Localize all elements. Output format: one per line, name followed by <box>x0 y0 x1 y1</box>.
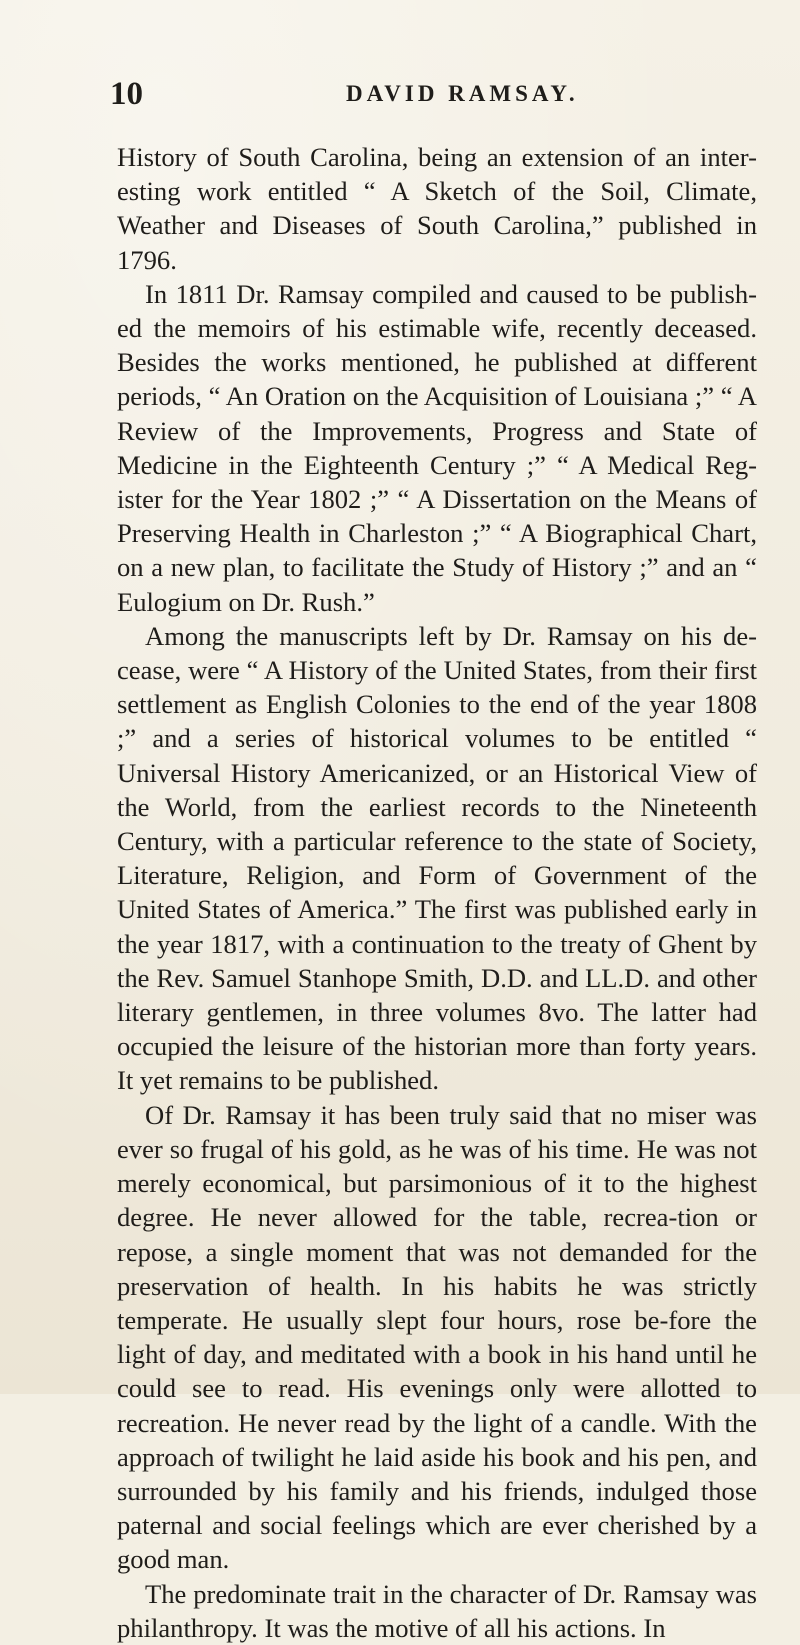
running-head <box>108 74 768 114</box>
body-text <box>117 140 757 1645</box>
running-title: DAVID RAMSAY. <box>346 81 579 106</box>
paragraph-manuscripts: Among the manuscripts left by Dr. Ramsay on his de-cease, were “ A History of the United States, from their first settlement as English Colonies to the end of the year 1808 ;” and a series of historical volumes to be entitled “ Universal History Americanized, or an Historical View of the World, from the earliest records to the Nineteenth Century, with a particular reference to the state of Society, Literature, Religion, and Form of Government of the United States of America.” The first was published early in the year 1817, with a continuation to the treaty of Ghent by the Rev. Samuel Stanhope Smith, D.D. and LL.D. and other literary gentlemen, in three volumes 8vo. The latter had occupied the leisure of the historian more than forty years. It yet remains to be published. <box>117 620 757 1096</box>
paragraph-frugality-of-time: Of Dr. Ramsay it has been truly said that no miser was ever so frugal of his gold, as he was of his time. He was not merely economical, but parsimonious of it to the highest degree. He never allowed for the table, recrea-tion or repose, a single moment that was not demanded for the preservation of health. In his habits he was strictly temperate. He usually slept four hours, rose be-fore the light of day, and meditated with a book in his hand until he could see to read. His evenings only were allotted to recreation. He never read by the light of a candle. With the approach of twilight he laid aside his book and his pen, and surrounded by his family and his friends, indulged those paternal and social feelings which are ever cherished by a good man. <box>117 1099 757 1575</box>
paragraph-works-published: In 1811 Dr. Ramsay compiled and caused to be publish-ed the memoirs of his estimable wife, recently deceased. Besides the works mentioned, he published at different periods, “ An Oration on the Acquisition of Louisiana ;” “ A Review of the Improvements, Progress and State of Medicine in the Eighteenth Century ;” “ A Medical Reg-ister for the Year 1802 ;” “ A Dissertation on the Means of Preserving Health in Charleston ;” “ A Biographical Chart, on a new plan, to facilitate the Study of History ;” and an “ Eulogium on Dr. Rush.” <box>117 278 757 617</box>
paragraph-continuation: History of South Carolina, being an extension of an inter-esting work entitled “ A Sketch of the Soil, Climate, Weather and Diseases of South Carolina,” published in 1796. <box>117 142 757 275</box>
page-number: 10 <box>110 76 143 112</box>
paragraph-philanthropy: The predominate trait in the character of Dr. Ramsay was philanthropy. It was the motive of all his actions. In <box>117 1578 757 1643</box>
